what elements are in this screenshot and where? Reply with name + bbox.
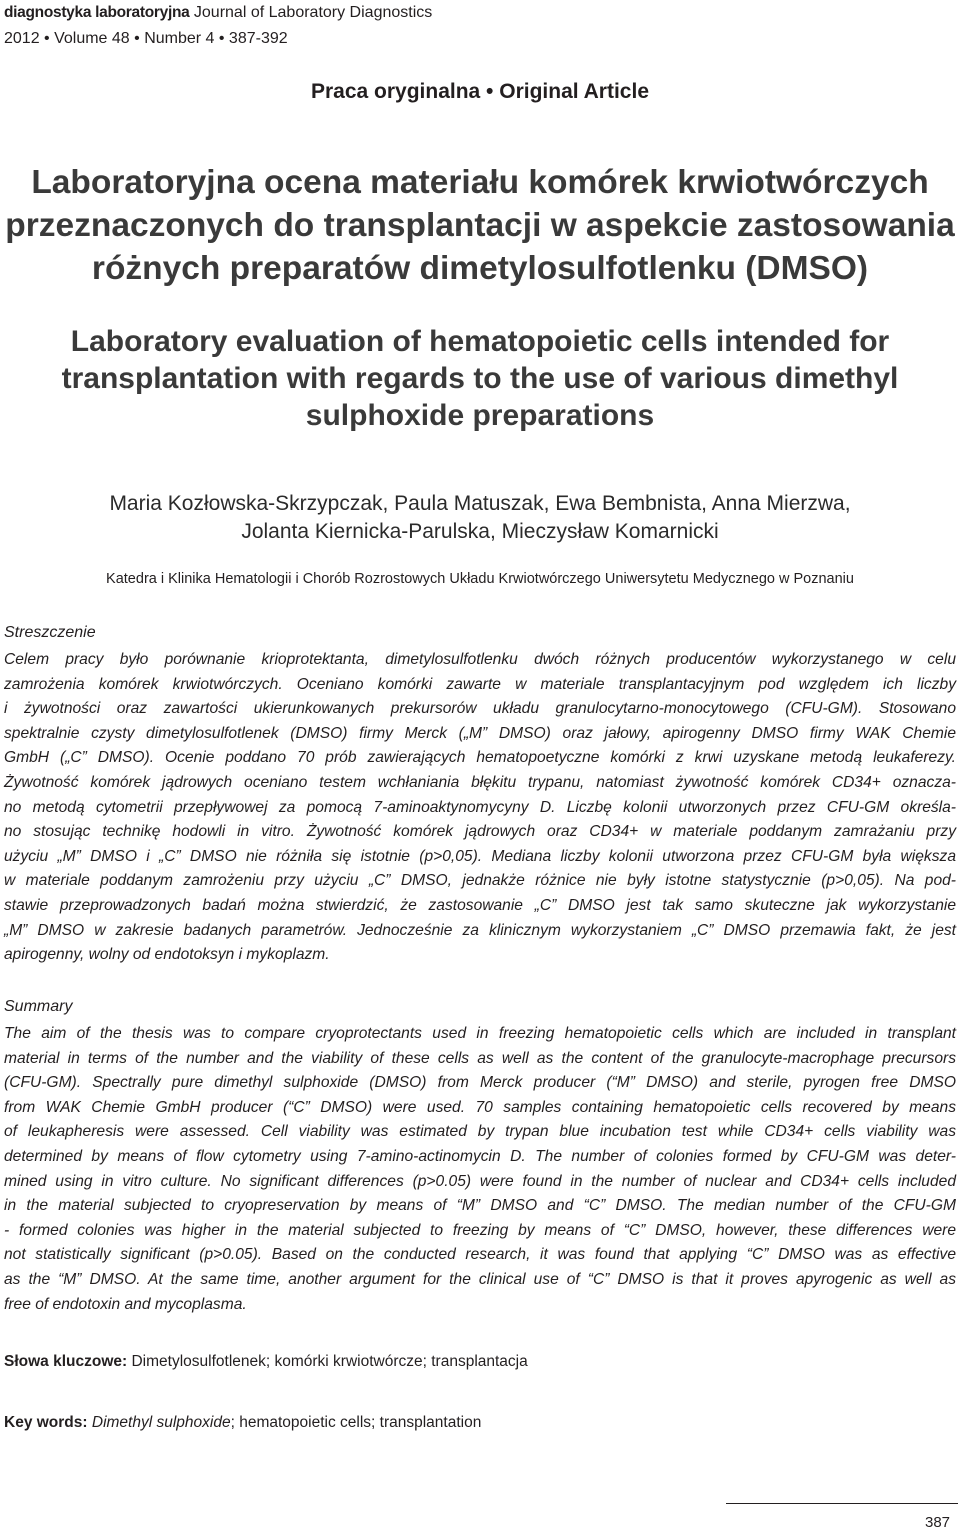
paragraph-line: użyciu „M” DMSO i „C” DMSO nie różniła się istotnie (p>0,05). Mediana liczby kolonii utworzona przez CFU-GM była większa bbox=[4, 847, 956, 865]
paragraph-line: no stosując technikę hodowli in vitro. Żywotność komórek jądrowych oraz CD34+ w materiale poddanym zamrażaniu przy bbox=[4, 823, 956, 841]
journal-brand: diagnostyka laboratoryjna bbox=[4, 4, 190, 21]
authors-line: Maria Kozłowska-Skrzypczak, Paula Matuszak, Ewa Bembnista, Anna Mierzwa, bbox=[109, 492, 851, 515]
title-polish bbox=[0, 161, 960, 290]
paragraph-line: „M” DMSO w zakresie badanych parametrów. Jednocześnie za klinicznym wykorzystaniem „C” DMSO przemawia fakt, że jest bbox=[4, 921, 956, 939]
keywords-polish bbox=[4, 1352, 528, 1372]
paragraph-line: from WAK Chemie GmbH producer (“C” DMSO) were used. 70 samples containing hematopoietic cells recovered by means bbox=[4, 1098, 956, 1116]
paragraph-line: (CFU-GM). Spectrally pure dimethyl sulphoxide (DMSO) from Merck producer (“M” DMSO) and sterile, pyrogen free DMSO bbox=[4, 1074, 956, 1092]
paragraph-line: GmbH („C” DMSO). Ocenie poddano 70 prób zawierających hematopoetyczne komórki z krwi uzyskane metodą leukaferezy. bbox=[4, 749, 956, 767]
journal-title: Journal of Laboratory Diagnostics bbox=[193, 4, 433, 21]
title-en-line: transplantation with regards to the use of various dimethyl bbox=[61, 362, 899, 395]
paragraph-line: Żywotność komórek jądrowych oceniano testem wchłaniania błękitu trypanu, natomiast żywotność komórek CD34+ oznacza- bbox=[4, 773, 956, 791]
abstract-en-body bbox=[4, 1022, 956, 1317]
keywords-en-label: Key words: bbox=[4, 1414, 88, 1431]
paragraph-line: The aim of the thesis was to compare cryoprotectants used in freezing hematopoietic cells which are included in transplant bbox=[4, 1025, 956, 1042]
authors bbox=[0, 490, 960, 546]
paragraph-line: - formed colonies was higher in the material subjected to freezing by means of “C” DMSO, however, these differences were bbox=[4, 1221, 956, 1239]
paragraph-line: zamrożenia komórek krwiotwórczych. Oceniano komórki zawarte w materiale transplantacyjnym pod względem ich liczby bbox=[4, 675, 956, 693]
paragraph-line: stawie przeprowadzonych badań można stwierdzić, że zastosowanie „C” DMSO jest tak samo skuteczne jak wykorzystanie bbox=[4, 896, 956, 914]
paragraph-line: material in terms of the number and the viability of these cells as well as the content of the granulocyte-macrophage precursors bbox=[4, 1049, 956, 1067]
keywords-english bbox=[4, 1413, 481, 1433]
abstract-en-heading: Summary bbox=[4, 998, 73, 1015]
title-pl-line: Laboratoryjna ocena materiału komórek krwiotwórczych bbox=[31, 164, 929, 201]
paragraph-line: of leukapheresis were assessed. Cell viability was estimated by trypan blue incubation test while CD34+ cells viability was bbox=[4, 1123, 956, 1141]
affiliation: Katedra i Klinika Hematologii i Chorób Rozrostowych Układu Krwiotwórczego Uniwersytetu Medycznego w Poznaniu bbox=[106, 571, 854, 587]
abstract-english bbox=[4, 997, 956, 1317]
paragraph-line: spektralnie czysty dimetylosulfotlenek (DMSO) firmy Merck („M” DMSO) oraz jałowy, apirogenny DMSO firmy WAK Chemie bbox=[4, 724, 956, 742]
page-number: 387 bbox=[925, 1514, 951, 1531]
title-en-line: Laboratory evaluation of hematopoietic cells intended for bbox=[70, 325, 890, 358]
paragraph-line: Celem pracy było porównanie krioprotektanta, dimetylosulfotlenku dwóch różnych producentów wykorzystanego w celu bbox=[4, 651, 956, 668]
title-english bbox=[0, 323, 960, 434]
paragraph-line: in the material subjected to cryopreservation by means of “M” DMSO and “C” DMSO. The median number of the CFU-GM bbox=[4, 1197, 956, 1215]
journal-issue: 2012 • Volume 48 • Number 4 • 387-392 bbox=[4, 30, 288, 47]
paragraph-line: no metodą cytometrii przepływowej za pomocą 7-aminoaktynomycyny D. Liczbę kolonii utworzonych przez CFU-GM określa- bbox=[4, 798, 956, 816]
paragraph-line: i żywotności oraz zawartości ukierunkowanych prekursorów układu granulocytarno-monocytowego (CFU-GM). Stosowano bbox=[4, 700, 956, 718]
paragraph-line: not statistically significant (p>0.05). Based on the conducted research, it was found that applying “C” DMSO was as effective bbox=[4, 1246, 956, 1264]
paragraph-line: as the “M” DMSO. At the same time, another argument for the clinical use of “C” DMSO is that it proves apyrogenic as well as bbox=[4, 1270, 956, 1288]
abstract-pl-heading: Streszczenie bbox=[4, 624, 96, 641]
title-pl-line: różnych preparatów dimetylosulfotlenku (DMSO) bbox=[91, 250, 869, 287]
abstract-polish bbox=[4, 623, 956, 968]
authors-line: Jolanta Kiernicka-Parulska, Mieczysław Komarnicki bbox=[241, 520, 719, 543]
abstract-pl-body bbox=[4, 648, 956, 968]
paragraph-line: apirogenny, wolny od endotoksyn i mykoplazm. bbox=[4, 946, 330, 964]
paragraph-line: w materiale poddanym zamrożeniu przy użyciu „C” DMSO, jednakże różnice nie były istotne statystycznie (p>0,05). Na pod- bbox=[4, 872, 956, 890]
footer-rule bbox=[726, 1503, 958, 1504]
title-en-line: sulphoxide preparations bbox=[305, 399, 655, 432]
paragraph-line: free of endotoxin and mycoplasma. bbox=[4, 1295, 247, 1313]
paragraph-line: determined by means of flow cytometry using 7-amino-actinomycin D. The number of colonies formed by CFU-GM was deter- bbox=[4, 1147, 956, 1165]
journal-header bbox=[4, 0, 432, 52]
keywords-pl-label: Słowa kluczowe: bbox=[4, 1353, 128, 1370]
keywords-en-text: ; hematopoietic cells; transplantation bbox=[230, 1414, 482, 1431]
title-pl-line: przeznaczonych do transplantacji w aspekcie zastosowania bbox=[5, 207, 955, 244]
paragraph-line: mined using in vitro culture. No significant differences (p>0.05) were found in the number of nuclear and CD34+ cells included bbox=[4, 1172, 956, 1190]
article-type: Praca oryginalna • Original Article bbox=[310, 80, 650, 103]
journal-name-line bbox=[4, 0, 432, 26]
keywords-en-term: Dimethyl sulphoxide bbox=[91, 1414, 231, 1431]
keywords-pl-text: Dimetylosulfotlenek; komórki krwiotwórcze; transplantacja bbox=[131, 1353, 528, 1370]
